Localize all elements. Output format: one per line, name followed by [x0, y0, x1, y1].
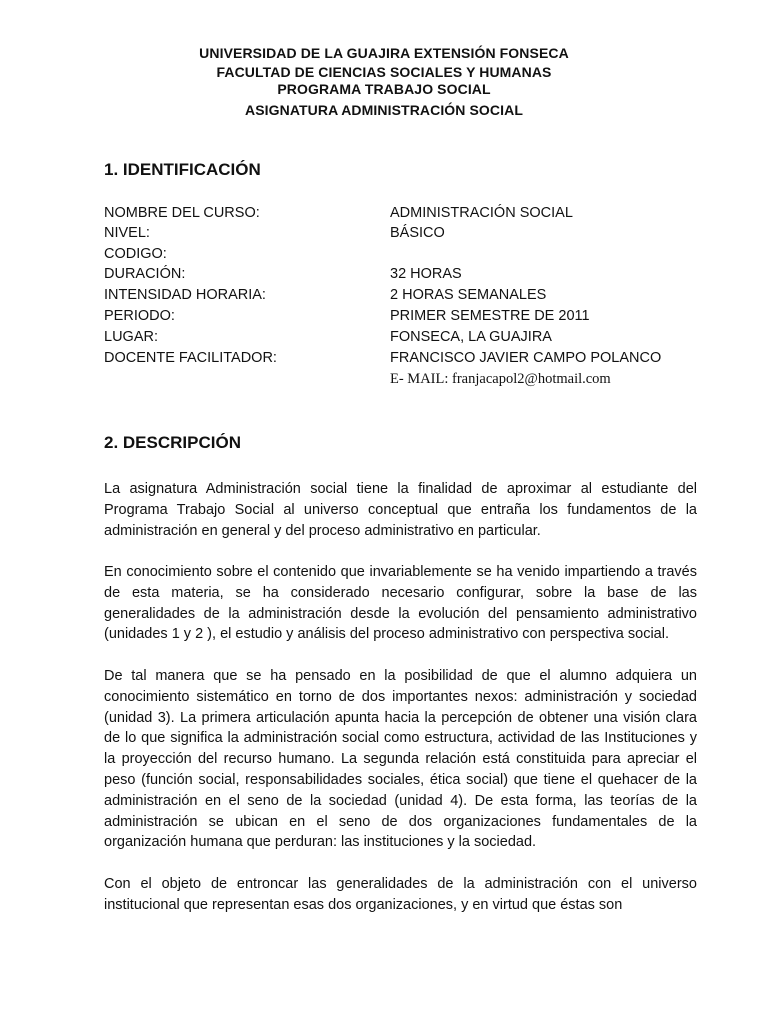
place-label: LUGAR: [104, 329, 158, 345]
teacher-value: FRANCISCO JAVIER CAMPO POLANCO [390, 350, 662, 366]
description-paragraph-4: Con el objeto de entroncar las generalidades de la administración con el universo institucional que representan esas dos organizaciones, y en virtud que éstas son [104, 876, 697, 913]
level-label: NIVEL: [104, 225, 150, 241]
hourly-intensity-label: INTENSIDAD HORARIA: [104, 287, 266, 303]
teacher-label: DOCENTE FACILITADOR: [104, 350, 277, 366]
course-name-value: ADMINISTRACIÓN SOCIAL [390, 205, 573, 221]
code-label: CODIGO: [104, 246, 167, 262]
level-value: BÁSICO [390, 225, 445, 241]
description-paragraph-3: De tal manera que se ha pensado en la posibilidad de que el alumno adquiera un conocimiento sistemático en torno de dos importantes nexos: administración y sociedad (unidad 3). La primera articulación apunta hacia la percepción de obtener una visión clara de lo que significa la administración social como estructura, actividad de las Instituciones y la proyección del recurso humano. La segunda relación está constituida para apreciar el peso (función social, responsabilidades sociales, ética social) que tiene el quehacer de la administración en el seno de la sociedad (unidad 4). De esta forma, las teorías de la administración se ubican en el seno de dos organizaciones fundamentales de la organización humana que perduran: las instituciones y la sociedad. [104, 668, 697, 851]
hourly-intensity-value: 2 HORAS SEMANALES [390, 287, 547, 303]
university-title: UNIVERSIDAD DE LA GUAJIRA EXTENSIÓN FONSECA [199, 45, 569, 61]
period-value: PRIMER SEMESTRE DE 2011 [390, 308, 590, 324]
teacher-email: E- MAIL: franjacapol2@hotmail.com [390, 371, 611, 387]
section-identificacion-heading: 1. IDENTIFICACIÓN [104, 160, 261, 179]
description-paragraph-1: La asignatura Administración social tiene la finalidad de aproximar al estudiante del Programa Trabajo Social al universo conceptual que entraña los fundamentos de la administración en general y del proceso administrativo en particular. [104, 481, 697, 539]
duration-label: DURACIÓN: [104, 266, 186, 282]
duration-value: 32 HORAS [390, 266, 462, 282]
course-name-label: NOMBRE DEL CURSO: [104, 205, 260, 221]
description-paragraph-2: En conocimiento sobre el contenido que invariablemente se ha venido impartiendo a través de esta materia, se ha considerado necesario configurar, sobre la base de las generalidades de la administración desde la evolución del pensamiento administrativo (unidades 1 y 2 ), el estudio y análisis del proceso administrativo con perspectiva social. [104, 564, 697, 643]
faculty-title: FACULTAD DE CIENCIAS SOCIALES Y HUMANAS [216, 64, 552, 80]
place-value: FONSECA, LA GUAJIRA [390, 329, 552, 345]
course-title: ASIGNATURA ADMINISTRACIÓN SOCIAL [244, 102, 523, 118]
period-label: PERIODO: [104, 308, 175, 324]
program-title: PROGRAMA TRABAJO SOCIAL [277, 81, 491, 97]
section-descripcion-heading: 2. DESCRIPCIÓN [104, 433, 241, 452]
